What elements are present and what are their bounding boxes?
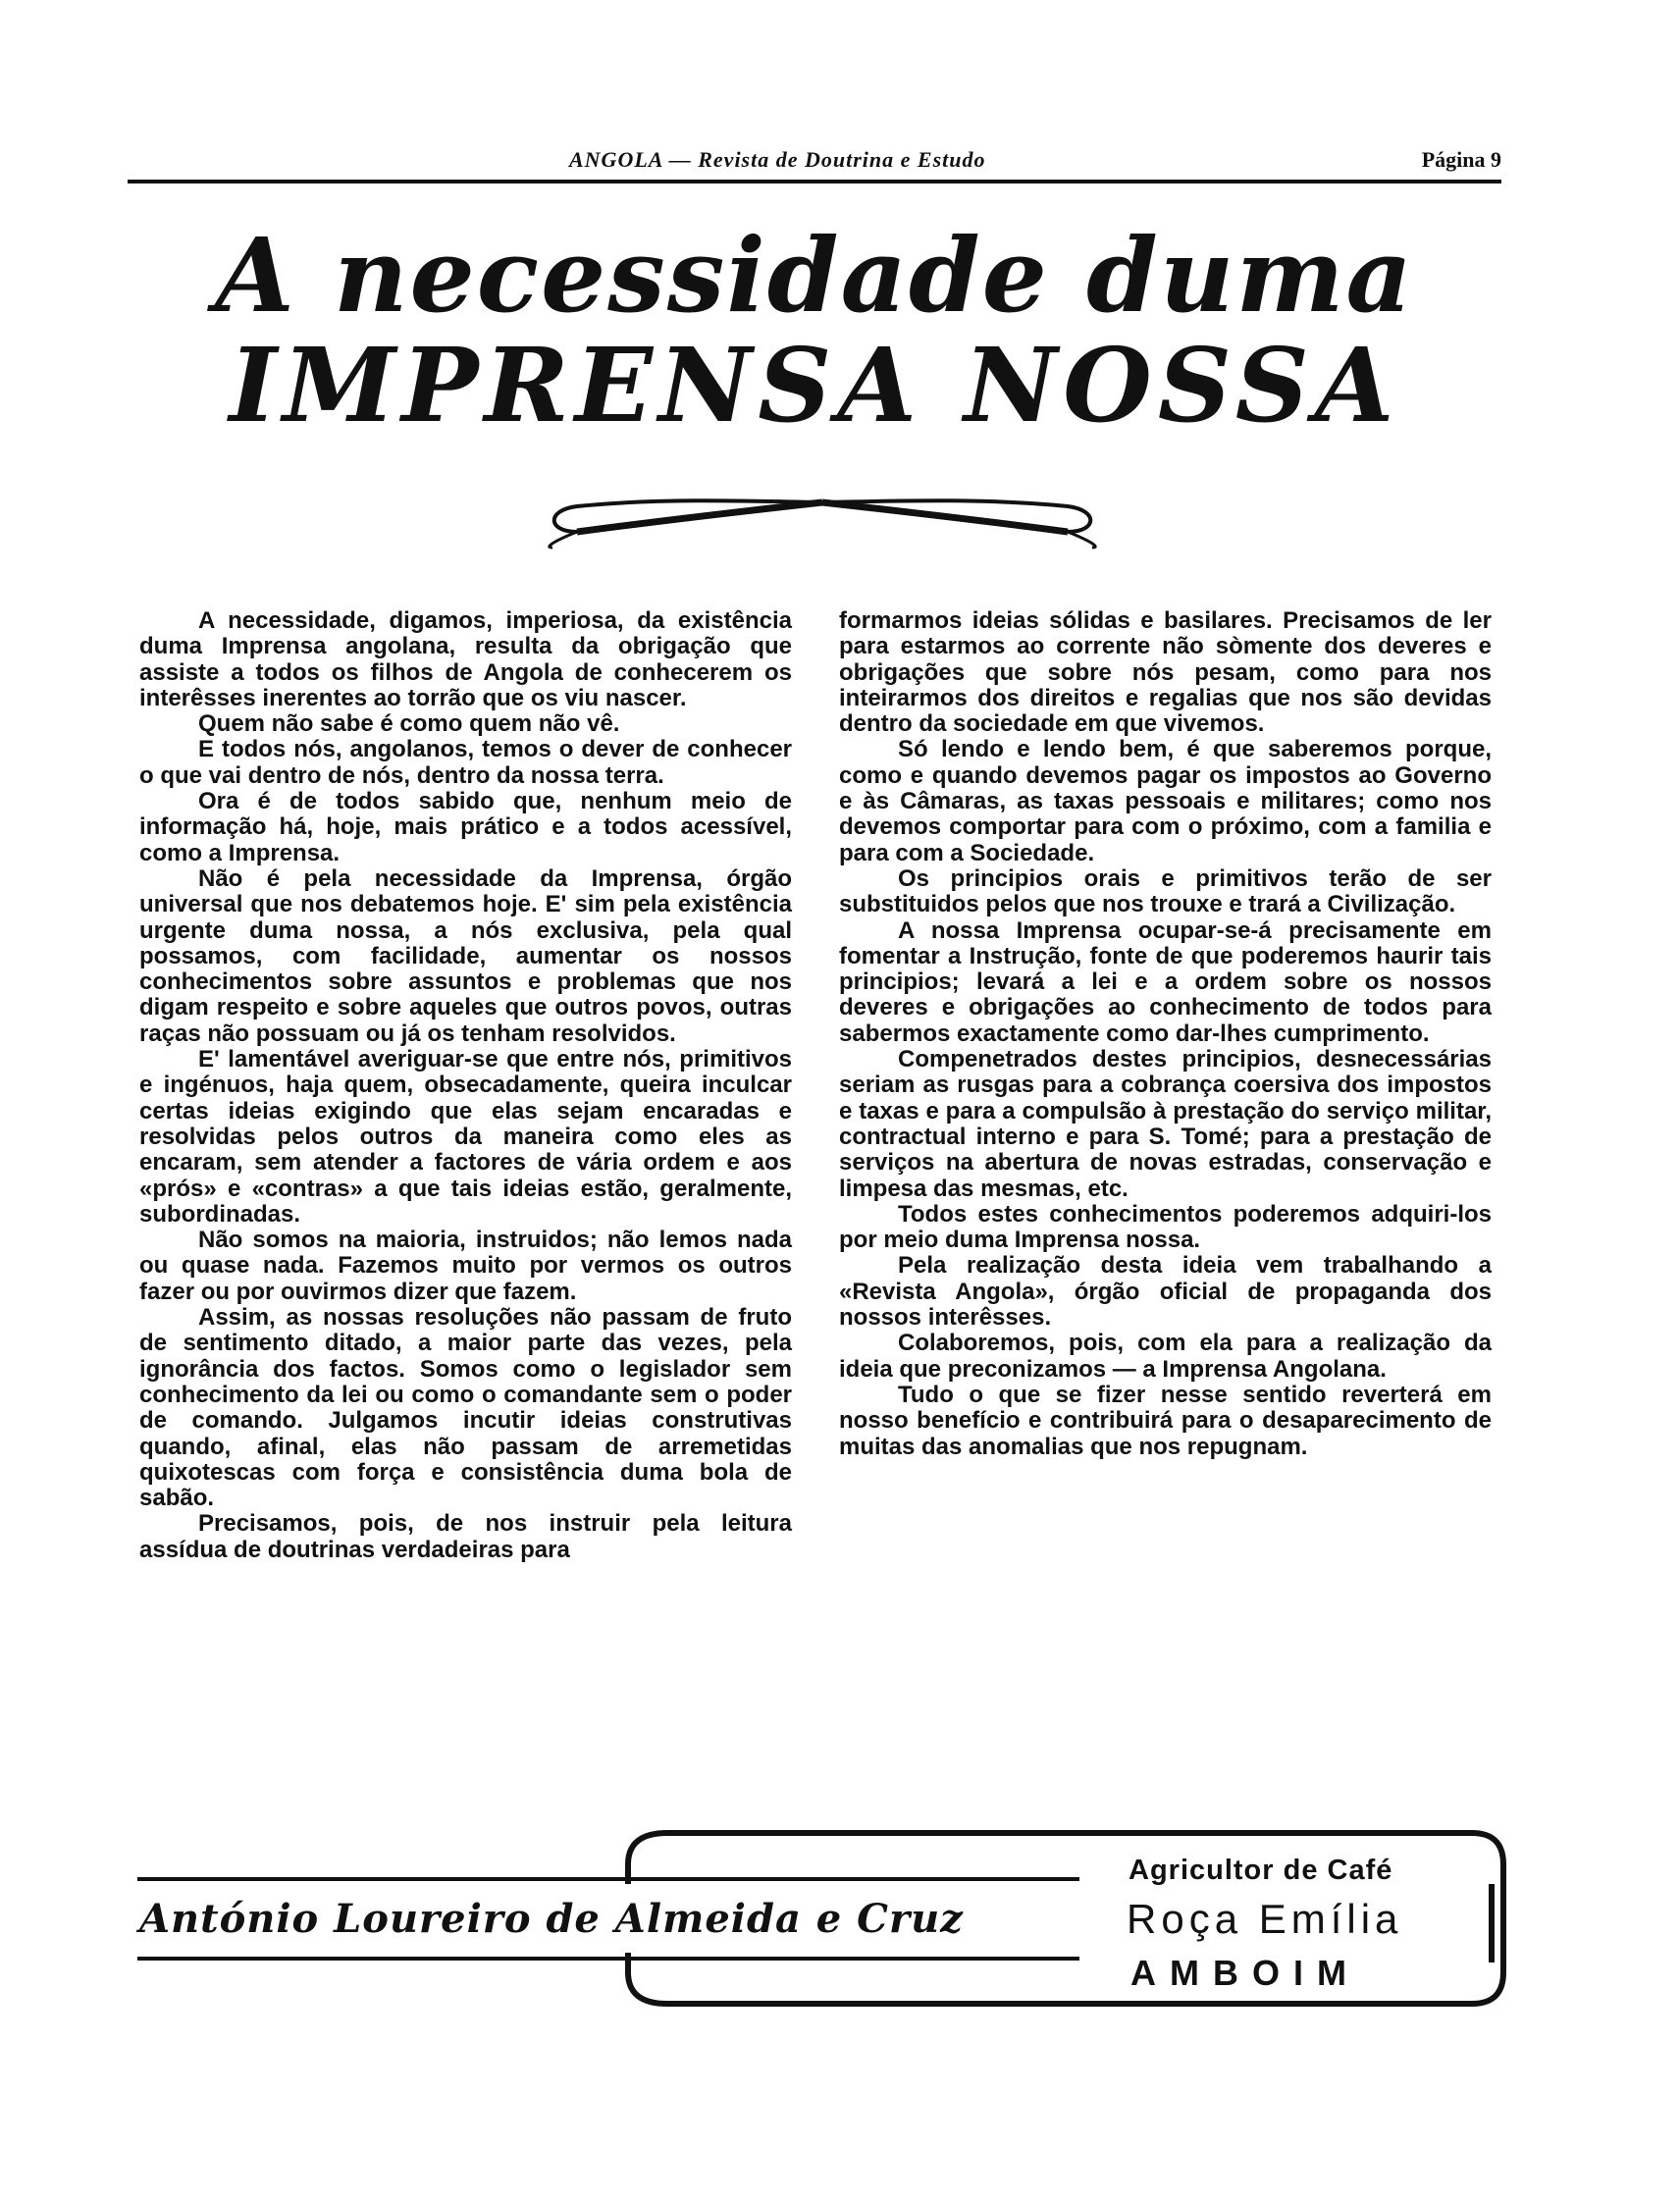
ad-estate-name: Roça Emília [1127, 1896, 1403, 1942]
journal-title: ANGOLA — Revista de Doutrina e Estudo [569, 147, 986, 172]
paragraph: Tudo o que se fizer nesse sentido reverterá em nosso benefício e contribuirá para o desaparecimento de muitas das anomalias que nos repugnam. [839, 1381, 1492, 1460]
paragraph: Só lendo e lendo bem, é que saberemos porque, como e quando devemos pagar os impostos ao Governo e às Câmaras, as taxas pessoais e militares; como nos devemos comportar para com o próximo, com a familia e para com a Sociedade. [839, 736, 1492, 866]
advertiser-name: António Loureiro de Almeida e Cruz [139, 1896, 964, 1942]
ad-occupation: Agricultor de Café [1129, 1855, 1393, 1886]
headline-line-2: IMPRENSA NOSSA [229, 325, 1400, 445]
paragraph: Pela realização desta ideia vem trabalhando a «Revista Angola», órgão oficial de propaganda dos nossos interêsses. [839, 1252, 1492, 1332]
paragraph: Precisamos, pois, de nos instruir pela leitura assídua de doutrinas verdadeiras para [139, 1510, 792, 1563]
paragraph: Não é pela necessidade da Imprensa, órgão universal que nos debatemos hoje. E' sim pela existência urgente duma nossa, a nós exclusiva, pela qual possamos, com facilidade, aumentar os nossos conhecimentos sobre assuntos e problemas que nos digam respeito e sobre aqueles que outros povos, outras raças não possuam ou já os tenham resolvidos. [139, 864, 792, 1047]
paragraph: Os principios orais e primitivos terão de ser substituidos pelos que nos trouxe e trará a Civilização. [839, 864, 1492, 918]
paragraph: E todos nós, angolanos, temos o dever de conhecer o que vai dentro de nós, dentro da nossa terra. [139, 736, 792, 789]
paragraph: Todos estes conhecimentos poderemos adquiri-los por meio duma Imprensa nossa. [839, 1200, 1492, 1254]
header-rule [128, 180, 1501, 183]
article-headline [196, 215, 1433, 445]
paragraph: Não somos na maioria, instruidos; não lemos nada ou quase nada. Fazemos muito por vermos os outros fazer ou por ouvirmos dizer que fazem. [139, 1227, 792, 1305]
advertisement [137, 1825, 1511, 2012]
article-column-left [139, 608, 792, 1563]
article-column-right [839, 608, 1492, 1460]
running-header [128, 145, 1501, 179]
paragraph: formarmos ideias sólidas e basilares. Precisamos de ler para estarmos ao corrente não sòmente dos deveres e obrigações que sobre nós pesam, como para nos inteirarmos dos direitos e regalias que nos são devidas dentro da sociedade em que vivemos. [839, 607, 1492, 738]
paragraph: Ora é de todos sabido que, nenhum meio de informação há, hoje, mais prático e a todos acessível, como a Imprensa. [139, 788, 792, 866]
paragraph: Assim, as nossas resoluções não passam de fruto de sentimento ditado, a maior parte das vezes, pela ignorância dos factos. Somos como o legislador sem conhecimento da lei ou como o comandante sem o poder de comando. Julgamos incutir ideias construtivas quando, afinal, elas não passam de arremetidas quixotescas com força e consistência duma bola de sabão. [139, 1304, 792, 1512]
paragraph: A necessidade, digamos, imperiosa, da existência duma Imprensa angolana, resulta da obrigação que assiste a todos os filhos de Angola de conhecerem os interêsses inerentes ao torrão que os viu nascer. [139, 607, 792, 711]
headline-line-1: A necessidade duma [215, 215, 1414, 336]
paragraph: Compenetrados destes principios, desnecessárias seriam as rusgas para a cobrança coersiva dos impostos e taxas e para a compulsão à prestação do serviço militar, contractual interno e para S. Tomé; para a prestação de serviços na abertura de novas estradas, conservação e limpesa das mesmas, etc. [839, 1046, 1492, 1202]
scroll-flourish-icon [538, 491, 1107, 550]
paragraph: Quem não sabe é como quem não vê. [198, 710, 620, 738]
paragraph: E' lamentável averiguar-se que entre nós, primitivos e ingénuos, haja quem, obsecadamente, queira inculcar certas ideias exigindo que elas sejam encaradas e resolvidas pelos outros da maneira como eles as encaram, sem atender a factores de vária ordem e aos «prós» e «contras» a que tais ideias estão, geralmente, subordinadas. [139, 1046, 792, 1228]
page-number: Página 9 [1421, 147, 1501, 172]
paragraph: A nossa Imprensa ocupar-se-á precisamente em fomentar a Instrução, fonte de que poderemos haurir tais principios; levará a lei e a ordem sobre os nossos deveres e obrigações ao conhecimento de todos para sabermos exactamente como dar-lhes cumprimento. [839, 916, 1492, 1047]
paragraph: Colaboremos, pois, com ela para a realização da ideia que preconizamos — a Imprensa Angolana. [839, 1330, 1492, 1383]
ad-location: AMBOIM [1130, 1953, 1360, 1993]
